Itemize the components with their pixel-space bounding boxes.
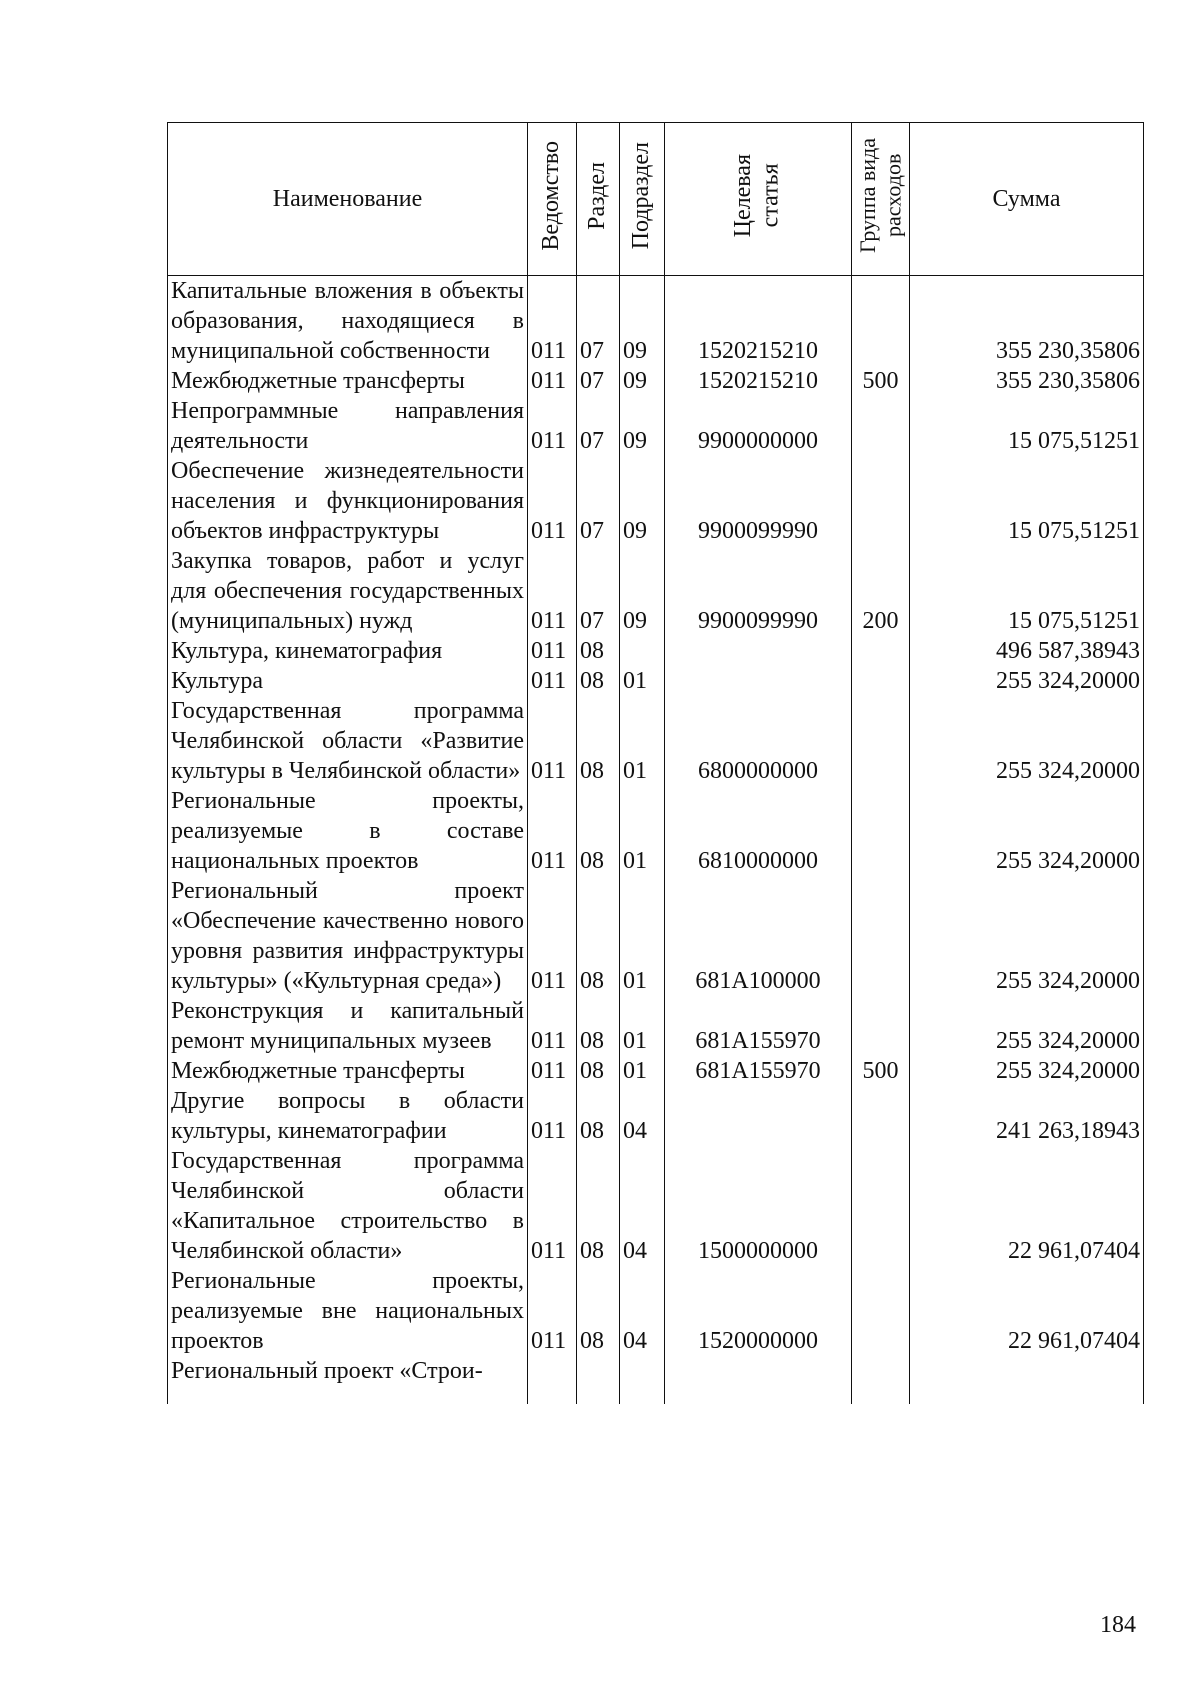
cell-expense-group: 200: [852, 546, 910, 636]
cell-razdel: 08: [577, 996, 620, 1056]
header-target-line2: статья: [758, 163, 784, 228]
cell-podrazdel: 09: [620, 276, 665, 367]
cell-razdel: 08: [577, 786, 620, 876]
cell-target-article: 1520000000: [665, 1266, 852, 1356]
cell-sum: 255 324,20000: [910, 876, 1144, 996]
cell-name: Региональный проект «Обеспечение качественно нового уровня развития инфраструктуры культуры» («Культурная среда»): [168, 876, 528, 996]
cell-podrazdel: [620, 636, 665, 666]
cell-vedomstvo: 011: [528, 546, 577, 636]
header-target-line1: Целевая: [730, 153, 757, 238]
cell-razdel: 07: [577, 546, 620, 636]
table-row: [168, 996, 1144, 1056]
cell-target-article: 1520215210: [665, 276, 852, 367]
table-row: [168, 276, 1144, 367]
table-row: [168, 1146, 1144, 1266]
header-vedomstvo-text: Ведомство: [538, 140, 565, 251]
cell-name: Государственная программа Челябинской области «Капитальное строительство в Челябинской области»: [168, 1146, 528, 1266]
cell-expense-group: [852, 396, 910, 456]
cell-name: Реконструкция и капитальный ремонт муниципальных музеев: [168, 996, 528, 1056]
cell-target-article: [665, 636, 852, 666]
cell-sum: 241 263,18943: [910, 1086, 1144, 1146]
cell-sum: 355 230,35806: [910, 276, 1144, 367]
cell-sum: 355 230,35806: [910, 366, 1144, 396]
cell-target-article: 9900099990: [665, 456, 852, 546]
cell-target-article: 681A155970: [665, 996, 852, 1056]
cell-razdel: 08: [577, 1266, 620, 1356]
cell-target-article: [665, 666, 852, 696]
cell-sum: 255 324,20000: [910, 996, 1144, 1056]
cell-expense-group: [852, 1146, 910, 1266]
cell-vedomstvo: 011: [528, 666, 577, 696]
cell-sum: 496 587,38943: [910, 636, 1144, 666]
header-razdel: [577, 123, 620, 276]
cell-razdel: [577, 1356, 620, 1404]
cell-sum: 15 075,51251: [910, 396, 1144, 456]
cell-name: Региональный проект «Строи-: [168, 1356, 528, 1404]
cell-podrazdel: 04: [620, 1266, 665, 1356]
cell-name: Культура: [168, 666, 528, 696]
cell-razdel: 08: [577, 636, 620, 666]
cell-target-article: [665, 1086, 852, 1146]
table-row: [168, 876, 1144, 996]
cell-vedomstvo: 011: [528, 276, 577, 367]
table-row: [168, 696, 1144, 786]
cell-target-article: 681A100000: [665, 876, 852, 996]
cell-expense-group: 500: [852, 1056, 910, 1086]
cell-expense-group: [852, 786, 910, 876]
page-number: 184: [1100, 1612, 1136, 1638]
cell-name: Другие вопросы в области культуры, кинематографии: [168, 1086, 528, 1146]
cell-podrazdel: 01: [620, 876, 665, 996]
cell-vedomstvo: 011: [528, 636, 577, 666]
cell-vedomstvo: 011: [528, 1056, 577, 1086]
header-vedomstvo: [528, 123, 577, 276]
cell-target-article: [665, 1356, 852, 1404]
cell-expense-group: 500: [852, 366, 910, 396]
cell-target-article: 1500000000: [665, 1146, 852, 1266]
cell-target-article: 6810000000: [665, 786, 852, 876]
header-group-line2: расходов: [880, 153, 906, 238]
cell-target-article: 681A155970: [665, 1056, 852, 1086]
cell-expense-group: [852, 666, 910, 696]
cell-expense-group: [852, 996, 910, 1056]
table-row: [168, 1266, 1144, 1356]
cell-expense-group: [852, 276, 910, 367]
cell-vedomstvo: 011: [528, 696, 577, 786]
header-razdel-text: Раздел: [584, 161, 611, 230]
cell-vedomstvo: 011: [528, 996, 577, 1056]
cell-razdel: 08: [577, 1086, 620, 1146]
cell-vedomstvo: 011: [528, 456, 577, 546]
cell-expense-group: [852, 876, 910, 996]
cell-expense-group: [852, 456, 910, 546]
cell-expense-group: [852, 636, 910, 666]
cell-name: Региональные проекты, реализуемые в составе национальных проектов: [168, 786, 528, 876]
cell-vedomstvo: 011: [528, 876, 577, 996]
cell-podrazdel: 01: [620, 996, 665, 1056]
cell-razdel: 08: [577, 1056, 620, 1086]
cell-razdel: 08: [577, 696, 620, 786]
cell-razdel: 07: [577, 276, 620, 367]
cell-podrazdel: 04: [620, 1086, 665, 1146]
cell-vedomstvo: 011: [528, 786, 577, 876]
cell-vedomstvo: [528, 1356, 577, 1404]
cell-podrazdel: 04: [620, 1146, 665, 1266]
cell-target-article: 6800000000: [665, 696, 852, 786]
table-body: [168, 276, 1144, 1405]
header-target-article: [665, 123, 852, 276]
cell-sum: 255 324,20000: [910, 666, 1144, 696]
table-row: [168, 666, 1144, 696]
cell-name: Обеспечение жизнедеятельности населения и функционирования объектов инфраструктуры: [168, 456, 528, 546]
cell-expense-group: [852, 1086, 910, 1146]
header-group-line1: Группа вида: [855, 138, 881, 253]
table-row: [168, 636, 1144, 666]
header-sum: [910, 123, 1144, 276]
cell-expense-group: [852, 696, 910, 786]
header-podrazdel-text: Подраздел: [628, 141, 655, 250]
table-row: [168, 396, 1144, 456]
cell-sum: 15 075,51251: [910, 456, 1144, 546]
cell-name: Непрограммные направления деятельности: [168, 396, 528, 456]
cell-sum: [910, 1356, 1144, 1404]
table-row: [168, 1086, 1144, 1146]
cell-target-article: 9900000000: [665, 396, 852, 456]
cell-expense-group: [852, 1356, 910, 1404]
header-sum-text: Сумма: [992, 185, 1061, 212]
table-row: [168, 786, 1144, 876]
cell-vedomstvo: 011: [528, 396, 577, 456]
cell-razdel: 07: [577, 396, 620, 456]
cell-name: Межбюджетные трансферты: [168, 1056, 528, 1086]
table-row: [168, 1056, 1144, 1086]
cell-target-article: 1520215210: [665, 366, 852, 396]
cell-name: Закупка товаров, работ и услуг для обеспечения государственных (муниципальных) нужд: [168, 546, 528, 636]
cell-podrazdel: 09: [620, 546, 665, 636]
cell-name: Межбюджетные трансферты: [168, 366, 528, 396]
cell-sum: 22 961,07404: [910, 1266, 1144, 1356]
cell-razdel: 08: [577, 876, 620, 996]
cell-razdel: 07: [577, 366, 620, 396]
header-expense-group: [852, 123, 910, 276]
cell-vedomstvo: 011: [528, 1266, 577, 1356]
header-expense-group-text: [855, 138, 906, 253]
cell-podrazdel: [620, 1356, 665, 1404]
cell-vedomstvo: 011: [528, 1146, 577, 1266]
header-row: [168, 123, 1144, 276]
table-row: [168, 546, 1144, 636]
cell-podrazdel: 09: [620, 396, 665, 456]
cell-sum: 15 075,51251: [910, 546, 1144, 636]
cell-name: Капитальные вложения в объекты образования, находящиеся в муниципальной собственности: [168, 276, 528, 367]
header-name-text: Наименование: [272, 185, 423, 212]
cell-podrazdel: 01: [620, 696, 665, 786]
header-podrazdel: [620, 123, 665, 276]
header-target-article-text: [730, 154, 785, 237]
cell-podrazdel: 09: [620, 366, 665, 396]
cell-vedomstvo: 011: [528, 366, 577, 396]
cell-razdel: 08: [577, 1146, 620, 1266]
table-row: [168, 366, 1144, 396]
header-name: [168, 123, 528, 276]
cell-podrazdel: 01: [620, 786, 665, 876]
cell-podrazdel: 09: [620, 456, 665, 546]
cell-expense-group: [852, 1266, 910, 1356]
cell-vedomstvo: 011: [528, 1086, 577, 1146]
cell-sum: 255 324,20000: [910, 786, 1144, 876]
cell-target-article: 9900099990: [665, 546, 852, 636]
table-row: [168, 456, 1144, 546]
budget-table: [167, 122, 1144, 1404]
table-row: [168, 1356, 1144, 1404]
cell-name: Культура, кинематография: [168, 636, 528, 666]
cell-sum: 255 324,20000: [910, 1056, 1144, 1086]
cell-sum: 255 324,20000: [910, 696, 1144, 786]
cell-razdel: 07: [577, 456, 620, 546]
cell-name: Региональные проекты, реализуемые вне национальных проектов: [168, 1266, 528, 1356]
cell-name: Государственная программа Челябинской области «Развитие культуры в Челябинской области»: [168, 696, 528, 786]
cell-sum: 22 961,07404: [910, 1146, 1144, 1266]
cell-podrazdel: 01: [620, 666, 665, 696]
cell-razdel: 08: [577, 666, 620, 696]
cell-podrazdel: 01: [620, 1056, 665, 1086]
